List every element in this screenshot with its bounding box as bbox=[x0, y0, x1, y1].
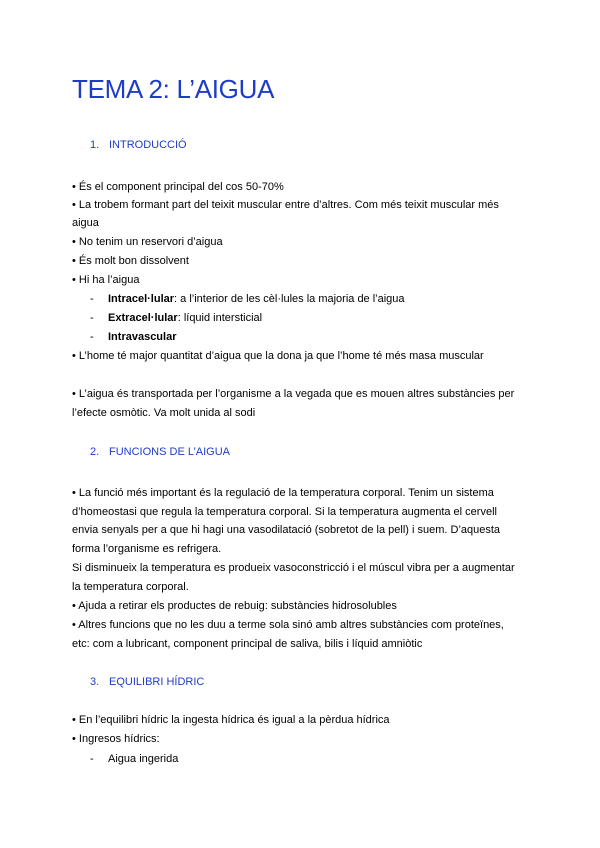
section-number: 2. bbox=[90, 446, 100, 458]
paragraph-line: • És molt bon dissolvent bbox=[72, 255, 189, 267]
paragraph-line: forma l’organisme es refrigera. bbox=[72, 543, 222, 555]
paragraph-line: • Ingresos hídrics: bbox=[72, 733, 160, 745]
list-term: Intracel·lular bbox=[108, 293, 175, 305]
paragraph-line: aigua bbox=[72, 217, 99, 229]
section-heading-introduccio bbox=[90, 139, 187, 151]
list-term: Intravascular bbox=[108, 331, 177, 343]
section-title: INTRODUCCIÓ bbox=[109, 139, 187, 151]
list-term: Extracel·lular bbox=[108, 312, 178, 324]
paragraph-line: etc: com a lubricant, component principal de saliva, bilis i líquid amniòtic bbox=[72, 638, 423, 650]
paragraph-line: Si disminueix la temperatura es produeix vasoconstricció i el múscul vibra per a augmentar bbox=[72, 562, 515, 574]
paragraph-line: • L’home té major quantitat d’aigua que la dona ja que l’home té més masa muscular bbox=[72, 350, 484, 362]
page-title: TEMA 2: L’AIGUA bbox=[72, 74, 275, 104]
dash-marker: - bbox=[90, 331, 94, 343]
list-text: Aigua ingerida bbox=[108, 753, 179, 765]
list-item bbox=[90, 330, 176, 344]
paragraph-line: la temperatura corporal. bbox=[72, 581, 189, 593]
dash-marker: - bbox=[90, 312, 94, 324]
section-title: EQUILIBRI HÍDRIC bbox=[109, 676, 205, 688]
paragraph-line: • La funció més important és la regulació de la temperatura corporal. Tenim un sistema bbox=[72, 487, 494, 499]
list-text: : líquid intersticial bbox=[177, 312, 263, 324]
dash-marker: - bbox=[90, 293, 94, 305]
paragraph-line: • Altres funcions que no les duu a terme sola sinó amb altres substàncies com proteïnes, bbox=[72, 619, 504, 631]
paragraph-line: • En l’equilibri hídric la ingesta hídrica és igual a la pèrdua hídrica bbox=[72, 714, 390, 726]
dash-marker: - bbox=[90, 753, 94, 765]
list-item bbox=[90, 752, 178, 766]
list-item bbox=[90, 292, 405, 306]
paragraph-line: l’efecte osmòtic. Va molt unida al sodi bbox=[72, 407, 256, 419]
section-number: 1. bbox=[90, 139, 100, 151]
paragraph-line: • No tenim un reservori d’aigua bbox=[72, 236, 223, 248]
list-item bbox=[90, 311, 262, 325]
paragraph-line: • Ajuda a retirar els productes de rebuig: substàncies hidrosolubles bbox=[72, 600, 397, 612]
paragraph-line: • És el component principal del cos 50-70% bbox=[72, 181, 284, 193]
paragraph-line: • Hi ha l’aigua bbox=[72, 274, 140, 286]
section-heading-equilibri bbox=[90, 676, 204, 688]
paragraph-line: • La trobem formant part del teixit muscular entre d’altres. Com més teixit muscular més bbox=[72, 199, 499, 211]
section-heading-funcions bbox=[90, 446, 230, 458]
section-number: 3. bbox=[90, 676, 100, 688]
section-title: FUNCIONS DE L’AIGUA bbox=[109, 446, 231, 458]
list-text: : a l’interior de les cèl·lules la majoria de l’aigua bbox=[174, 293, 405, 305]
paragraph-line: envia senyals per a que hi hagi una vasodilatació (sobretot de la pell) i suem. D’aquesta bbox=[72, 524, 501, 536]
paragraph-line: • L’aigua és transportada per l’organisme a la vegada que es mouen altres substàncies per bbox=[72, 388, 515, 400]
paragraph-line: d’homeostasi que regula la temperatura corporal. Si la temperatura augmenta el cervell bbox=[72, 506, 497, 518]
